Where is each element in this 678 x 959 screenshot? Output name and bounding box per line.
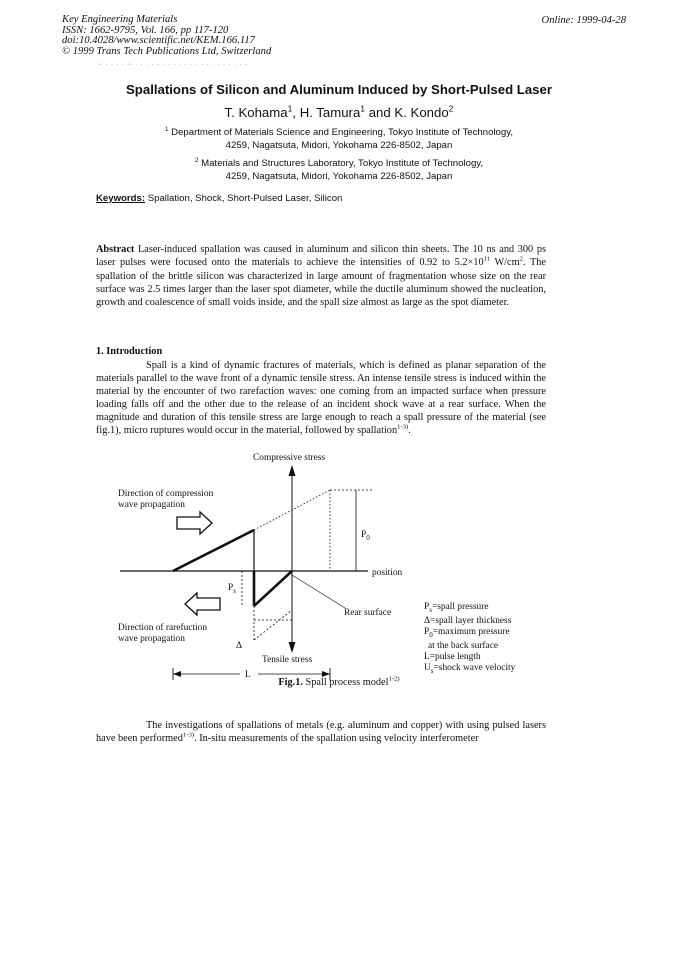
svg-text:at the back surface: at the back surface [428, 641, 499, 651]
author-name: T. Kohama [224, 105, 288, 120]
compression-direction-label: Direction of compression [118, 489, 214, 499]
caption-text: Spall process model [305, 677, 389, 688]
affiliation-line: Materials and Structures Laboratory, Tokyo Institute of Technology, [201, 158, 484, 169]
rear-surface-leader [292, 575, 345, 608]
citation-ref: 1-3) [182, 731, 195, 739]
doi-line: doi:10.4028/www.scientific.net/KEM.166.117 [62, 35, 255, 47]
citation-ref: 1-3) [397, 424, 409, 432]
issn-line: ISSN: 1662-9795, Vol. 166, pp 117-120 [62, 24, 229, 36]
ps-label: $P_s$ [228, 583, 236, 595]
journal-name: Key Engineering Materials [62, 14, 178, 25]
section-heading: 1. Introduction [96, 346, 163, 357]
author-affiliation-mark: 1 [287, 103, 293, 114]
rarefaction-direction-label: Direction of rarefuction [118, 623, 208, 633]
author-affiliation-mark: 2 [448, 103, 454, 114]
author-separator: , [292, 105, 300, 120]
compressive-stress-label: Compressive stress [253, 453, 326, 463]
caption-ref: 1-2) [388, 675, 400, 683]
rarefaction-dotted [254, 610, 292, 640]
right-arrow-icon [177, 512, 212, 534]
figure-legend [424, 602, 516, 675]
compression-wave-front [173, 530, 254, 571]
svg-text:L=pulse length: L=pulse length [424, 652, 481, 662]
tension-slope [254, 571, 292, 606]
rear-surface-label: Rear surface [344, 608, 392, 618]
left-arrow-icon [185, 593, 220, 615]
paper-title: Spallations of Silicon and Aluminum Induced by Short-Pulsed Laser [126, 82, 552, 97]
para2-text: The investigations of spallations of metals (e.g. aluminum and copper) with using pulsed lasers have been performed [96, 720, 546, 745]
online-date: Online: 1999-04-28 [541, 15, 626, 26]
affiliation-address: 4259, Nagatsuta, Midori, Yokohama 226-8502, Japan [225, 170, 453, 182]
figure-caption [0, 677, 678, 688]
axis-arrow-down [289, 642, 296, 653]
intro-end: . [408, 425, 411, 437]
faint-overprint: ~ · · · · ~ · · · · · · · · · · · · · · · · · · · · · [98, 61, 248, 69]
svg-text:Ps=spall pressure: $P_s=spall$ pressure [424, 602, 489, 614]
rarefaction-direction-label-2: wave propagation [118, 634, 185, 644]
position-label: position [372, 568, 403, 578]
delta-label: Δ [236, 641, 243, 651]
affiliation-line: Department of Materials Science and Engineering, Tokyo Institute of Technology, [171, 127, 513, 138]
author-affiliation-mark: 1 [360, 103, 366, 114]
p0-label: $P_0$ [361, 530, 370, 542]
affiliation-address: 4259, Nagatsuta, Midori, Yokohama 226-8502, Japan [225, 139, 453, 151]
tensile-stress-label: Tensile stress [262, 655, 313, 665]
abstract-unit: W/cm [490, 257, 520, 269]
compression-direction-label-2: wave propagation [118, 500, 185, 510]
keywords-text: Spallation, Shock, Short-Pulsed Laser, Silicon [147, 193, 343, 204]
author-separator: and [365, 105, 395, 120]
intro-text: Spall is a kind of dynamic fractures of materials, which is defined as planar separation of the materials parallel to the wave front of a dynamic tensile stress. An intense tensile stress is induced within the material by the encounter of two rarefaction waves: one coming from an impacted surface when pressure loading falls off and the other due to the release of an incident shock wave at a rear surface. When the magnitude and duration of this tensile stress are large enough to reach a spall pressure of the material (see fig.1), micro ruptures would occur in the material, followed by spallation [96, 360, 546, 437]
length-label: L [245, 670, 251, 680]
abstract-text-continued: . The spallation of the brittle silicon was characterized in large amount of fragmentation whose size on the rear surface was 2.5 times larger than the laser spot diameter, while the ductile aluminum showed the nucleation, growth and coalescence of small voids inside, and the spall size almost as large as the spot diameter. [96, 257, 546, 309]
svg-text:P0=maximum pressure: $P_0=maximum$ pressure [424, 627, 510, 639]
keywords-label: Keywords: [96, 193, 146, 204]
body-paragraph [96, 719, 546, 746]
affiliation-mark: 2 [194, 156, 199, 164]
axis-arrow-up [289, 465, 296, 476]
svg-text:Us=shock wave velocity: $U_s=shock$ wave velocity [424, 663, 516, 675]
copyright-line: © 1999 Trans Tech Publications Ltd, Switzerland [62, 45, 272, 57]
abstract-text: Laser-induced spallation was caused in aluminum and silicon thin sheets. The 10 ns and 300 ps laser pulses were focused onto the materials to achieve the intensities of 0.92 to 5.2×10 [96, 244, 547, 269]
author-name: H. Tamura [299, 105, 361, 120]
abstract-label: Abstract [96, 244, 135, 255]
svg-text:Δ=spall layer thickness: Δ=spall layer thickness [424, 616, 512, 626]
affiliation-mark: 1 [165, 125, 169, 133]
abstract-unit-exponent: 2 [519, 255, 523, 263]
para2-rest: . In-situ measurements of the spallation using velocity interferometer [194, 733, 479, 745]
caption-label: Fig.1. [278, 677, 303, 688]
author-name: K. Kondo [394, 105, 449, 120]
abstract-exponent: 11 [483, 255, 491, 263]
